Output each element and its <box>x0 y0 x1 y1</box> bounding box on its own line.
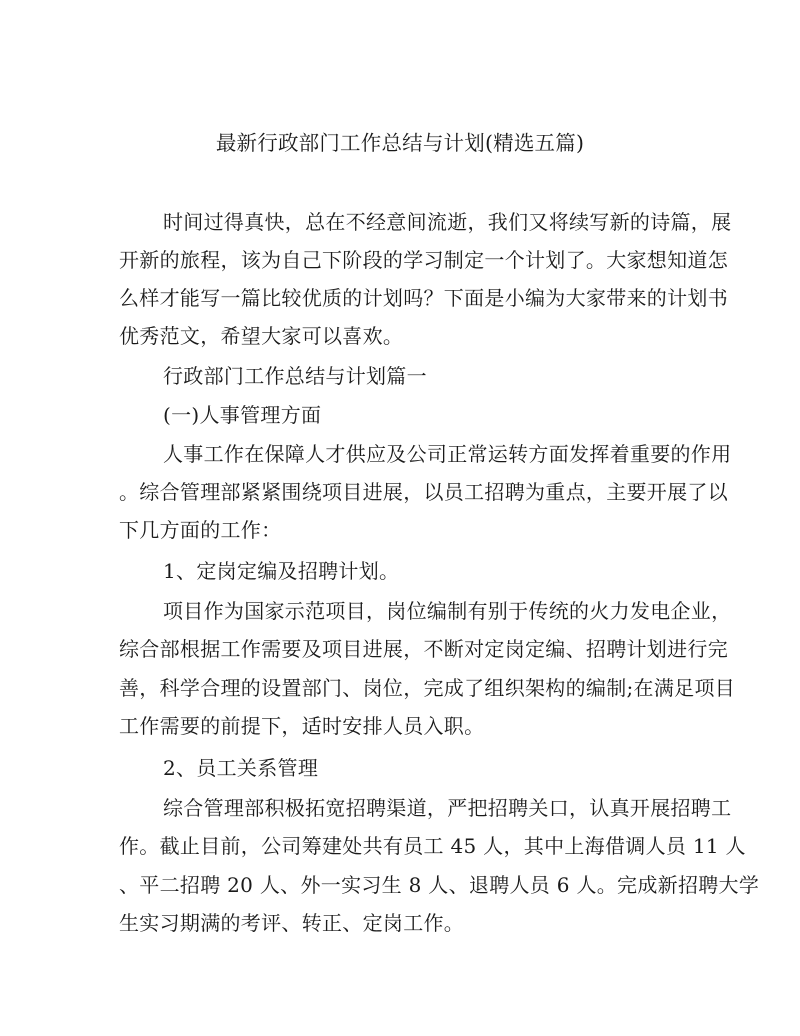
paragraph-line: 。综合管理部紧紧围绕项目进展，以员工招聘为重点，主要开展了以 <box>119 480 728 504</box>
paragraph-line: 综合部根据工作需要及项目进展，不断对定岗定编、招聘计划进行完 <box>119 637 728 661</box>
section-heading: 行政部门工作总结与计划篇一 <box>163 364 427 388</box>
paragraph-line: 人事工作在保障人才供应及公司正常运转方面发挥着重要的作用 <box>163 442 732 466</box>
paragraph-line: 善，科学合理的设置部门、岗位，完成了组织架构的编制;在满足项目 <box>119 676 736 700</box>
item-heading: 2、员工关系管理 <box>163 756 319 780</box>
paragraph-line: 下几方面的工作： <box>119 518 282 542</box>
item-heading: 1、定岗定编及招聘计划。 <box>163 559 400 583</box>
paragraph-line: 综合管理部积极拓宽招聘渠道，严把招聘关口，认真开展招聘工 <box>163 796 732 820</box>
document-title: 最新行政部门工作总结与计划(精选五篇) <box>215 131 585 155</box>
paragraph-line: 项目作为国家示范项目，岗位编制有别于传统的火力发电企业， <box>163 599 732 623</box>
paragraph-line: 开新的旅程，该为自己下阶段的学习制定一个计划了。大家想知道怎 <box>119 248 728 272</box>
paragraph-line: 、平二招聘 20 人、外一实习生 8 人、退聘人员 6 人。完成新招聘大学 <box>119 873 760 897</box>
paragraph-line: 工作需要的前提下，适时安排人员入职。 <box>119 714 485 738</box>
subsection-heading: (一)人事管理方面 <box>163 403 322 427</box>
paragraph-line: 作。截止目前，公司筹建处共有员工 45 人，其中上海借调人员 11 人 <box>119 834 746 858</box>
paragraph-line: 生实习期满的考评、转正、定岗工作。 <box>119 911 465 935</box>
paragraph-line: 时间过得真快，总在不经意间流逝，我们又将续写新的诗篇，展 <box>163 210 732 234</box>
paragraph-line: 优秀范文，希望大家可以喜欢。 <box>119 324 404 348</box>
paragraph-line: 么样才能写一篇比较优质的计划吗？下面是小编为大家带来的计划书 <box>119 286 728 310</box>
